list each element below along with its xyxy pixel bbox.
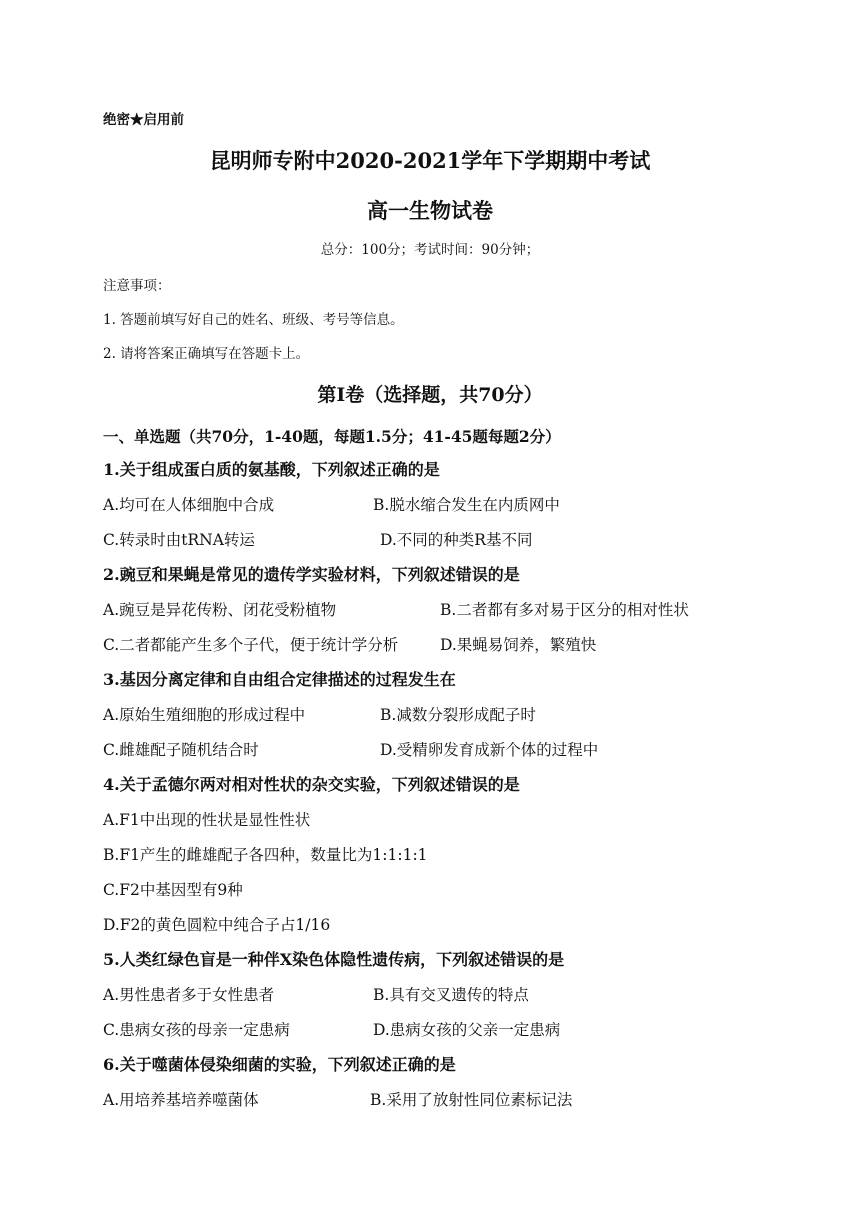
question-6-stem: 6.关于噬菌体侵染细菌的实验，下列叙述正确的是 [103, 1055, 456, 1074]
question-5-option-b: B.具有交叉遗传的特点 [373, 986, 529, 1004]
question-2-option-a: A.豌豆是异花传粉、闭花受粉植物 [103, 601, 337, 619]
question-1-stem: 1.关于组成蛋白质的氨基酸，下列叙述正确的是 [103, 460, 440, 479]
question-2-stem: 2.豌豆和果蝇是常见的遗传学实验材料，下列叙述错误的是 [103, 565, 520, 584]
section-title: 第Ⅰ卷（选择题，共70分） [317, 384, 543, 406]
secret-label: 绝密★启用前 [103, 112, 184, 128]
question-5-option-d: D.患病女孩的父亲一定患病 [373, 1021, 561, 1039]
part-heading: 一、单选题（共70分，1-40题，每题1.5分；41-45题每题2分） [103, 427, 561, 446]
question-4-stem: 4.关于孟德尔两对相对性状的杂交实验，下列叙述错误的是 [103, 775, 520, 794]
question-3-option-d: D.受精卵发育成新个体的过程中 [380, 741, 599, 759]
question-3-option-b: B.减数分裂形成配子时 [380, 706, 536, 724]
question-6-option-a: A.用培养基培养噬菌体 [103, 1091, 259, 1109]
question-1-option-b: B.脱水缩合发生在内质网中 [373, 496, 560, 514]
exam-title: 昆明师专附中2020-2021学年下学期期中考试 [209, 148, 651, 173]
note-item-1: 1. 答题前填写好自己的姓名、班级、考号等信息。 [103, 312, 404, 328]
notes-heading: 注意事项： [103, 278, 171, 294]
question-3-option-c: C.雌雄配子随机结合时 [103, 741, 259, 759]
question-4-option-a: A.F1中出现的性状是显性性状 [103, 811, 311, 829]
question-5-option-c: C.患病女孩的母亲一定患病 [103, 1021, 290, 1039]
question-3-option-a: A.原始生殖细胞的形成过程中 [103, 706, 306, 724]
question-4-option-c: C.F2中基因型有9种 [103, 881, 243, 899]
question-5-stem: 5.人类红绿色盲是一种伴X染色体隐性遗传病，下列叙述错误的是 [103, 950, 565, 969]
question-1-option-c: C.转录时由tRNA转运 [103, 531, 255, 549]
question-1-option-d: D.不同的种类R基不同 [380, 531, 533, 549]
question-6-option-b: B.采用了放射性同位素标记法 [370, 1091, 573, 1109]
question-2-option-b: B.二者都有多对易于区分的相对性状 [440, 601, 689, 619]
question-1-option-a: A.均可在人体细胞中合成 [103, 496, 275, 514]
question-4-option-d: D.F2的黄色圆粒中纯合子占1/16 [103, 916, 331, 934]
question-2-option-d: D.果蝇易饲养，繁殖快 [440, 636, 597, 654]
note-item-2: 2. 请将答案正确填写在答题卡上。 [103, 346, 310, 362]
question-3-stem: 3.基因分离定律和自由组合定律描述的过程发生在 [103, 670, 456, 689]
question-2-option-c: C.二者都能产生多个子代，便于统计学分析 [103, 636, 399, 654]
exam-meta: 总分：100分；考试时间：90分钟； [320, 242, 540, 258]
exam-subtitle: 高一生物试卷 [367, 198, 493, 223]
question-5-option-a: A.男性患者多于女性患者 [103, 986, 275, 1004]
question-4-option-b: B.F1产生的雌雄配子各四种，数量比为1:1:1:1 [103, 846, 428, 864]
